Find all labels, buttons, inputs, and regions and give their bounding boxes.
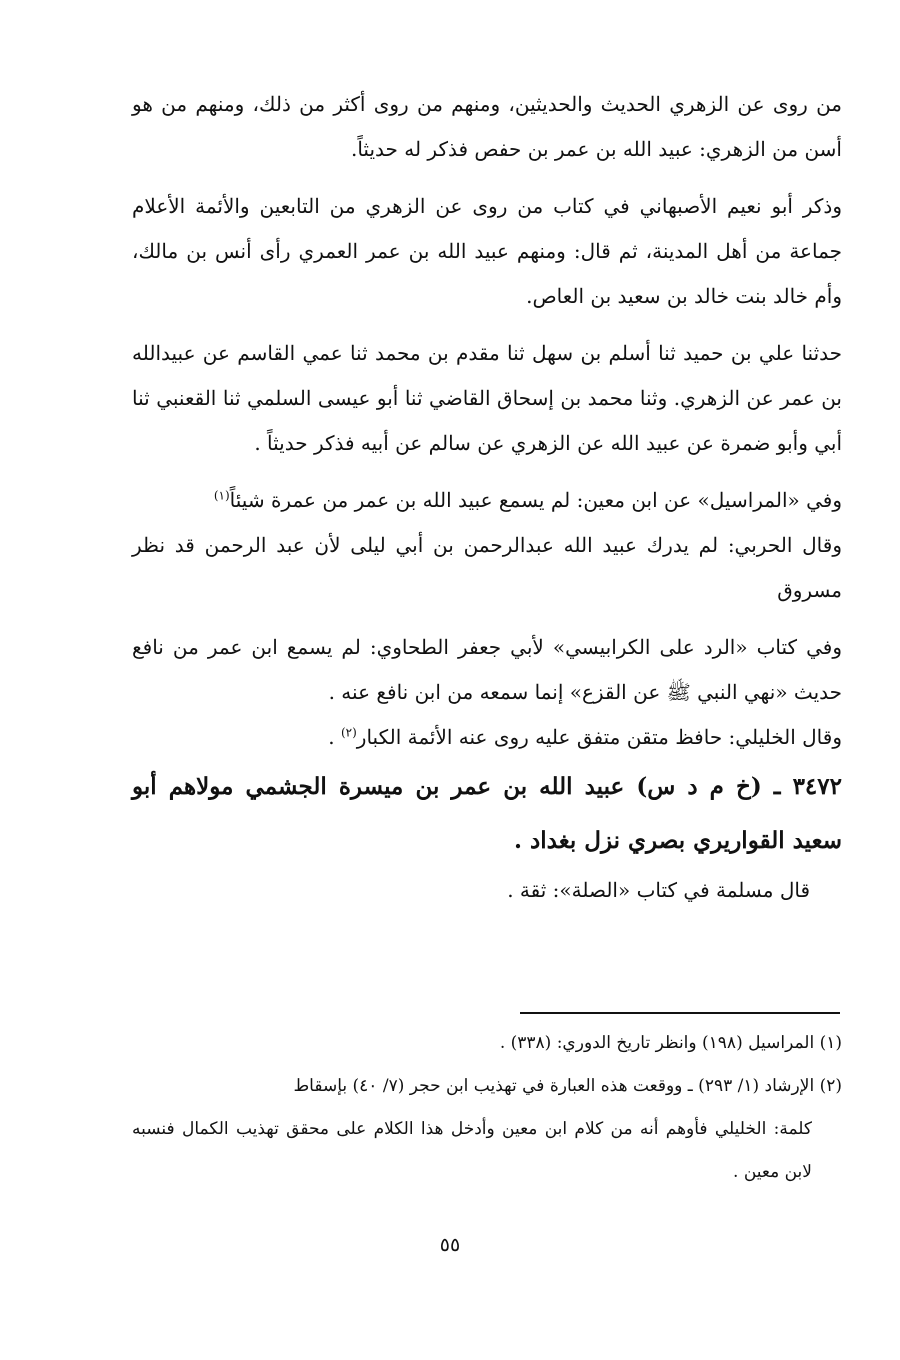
paragraph-7: قال مسلمة في كتاب «الصلة»: ثقة . bbox=[507, 878, 810, 902]
footnote-ref-2: (٢) bbox=[340, 725, 357, 740]
page-number: ٥٥ bbox=[439, 1234, 461, 1256]
footnotes bbox=[132, 1022, 842, 1194]
paragraph-2: وذكر أبو نعيم الأصبهاني في كتاب من روى عن الزهري من التابعين والأئمة الأعلام جماعة من أهل المدينة، ثم قال: ومنهم عبيد الله بن عمر العمري رأى أنس بن مالك، وأم خالد بنت خالد بن سعيد بن العاص. bbox=[132, 194, 842, 308]
paragraph-4 bbox=[132, 478, 842, 613]
paragraph-6-text: وقال الخليلي: حافظ متقن متفق عليه روى عنه الأئمة الكبار bbox=[356, 725, 842, 749]
main-text bbox=[132, 82, 842, 913]
paragraph-4-line-2: وقال الحربي: لم يدرك عبيد الله عبدالرحمن بن أبي ليلى لأن عبد الرحمن قد نظر مسروق bbox=[132, 533, 842, 602]
paragraph-6 bbox=[132, 715, 842, 760]
footnote-2-continuation: كلمة: الخليلي فأوهم أنه من كلام ابن معين وأدخل هذا الكلام على محقق تهذيب الكمال فنسبه لابن معين . bbox=[132, 1119, 812, 1182]
paragraph-1: من روى عن الزهري الحديث والحديثين، ومنهم من روى أكثر من ذلك، ومنهم من هو أسن من الزهري: عبيد الله بن عمر بن حفص فذكر له حديثاً. bbox=[132, 92, 842, 161]
biography-entry-heading: ٣٤٧٢ ـ (خ م د س) عبيد الله بن عمر بن ميسرة الجشمي مولاهم أبو سعيد القواريري بصري نزل بغداد . bbox=[132, 773, 842, 854]
paragraph-5: وفي كتاب «الرد على الكرابيسي» لأبي جعفر الطحاوي: لم يسمع ابن عمر من نافع حديث «نهي النبي ﷺ عن القزع» إنما سمعه من ابن نافع عنه . bbox=[132, 635, 842, 704]
footnote-ref-1: (١) bbox=[213, 488, 230, 503]
footnote-1: (١) المراسيل (١٩٨) وانظر تاريخ الدوري: (٣٣٨) . bbox=[499, 1033, 842, 1053]
paragraph-3: حدثنا علي بن حميد ثنا أسلم بن سهل ثنا مقدم بن محمد ثنا عمي القاسم عن عبيدالله بن عمر عن الزهري. وثنا محمد بن إسحاق القاضي ثنا أبو عيسى السلمي ثنا القعنبي ثنا أبي وأبو ضمرة عن عبيد الله عن الزهري عن سالم عن أبيه فذكر حديثاً . bbox=[132, 341, 842, 455]
footnote-2: (٢) الإرشاد (١/ ٢٩٣) ـ ووقعت هذه العبارة في تهذيب ابن حجر (٧/ ٤٠) بإسقاط bbox=[293, 1076, 842, 1096]
footnote-separator bbox=[520, 1012, 840, 1014]
paragraph-6-end: . bbox=[328, 725, 341, 749]
paragraph-4-line-1: وفي «المراسيل» عن ابن معين: لم يسمع عبيد الله بن عمر من عمرة شيئاً bbox=[229, 488, 842, 512]
